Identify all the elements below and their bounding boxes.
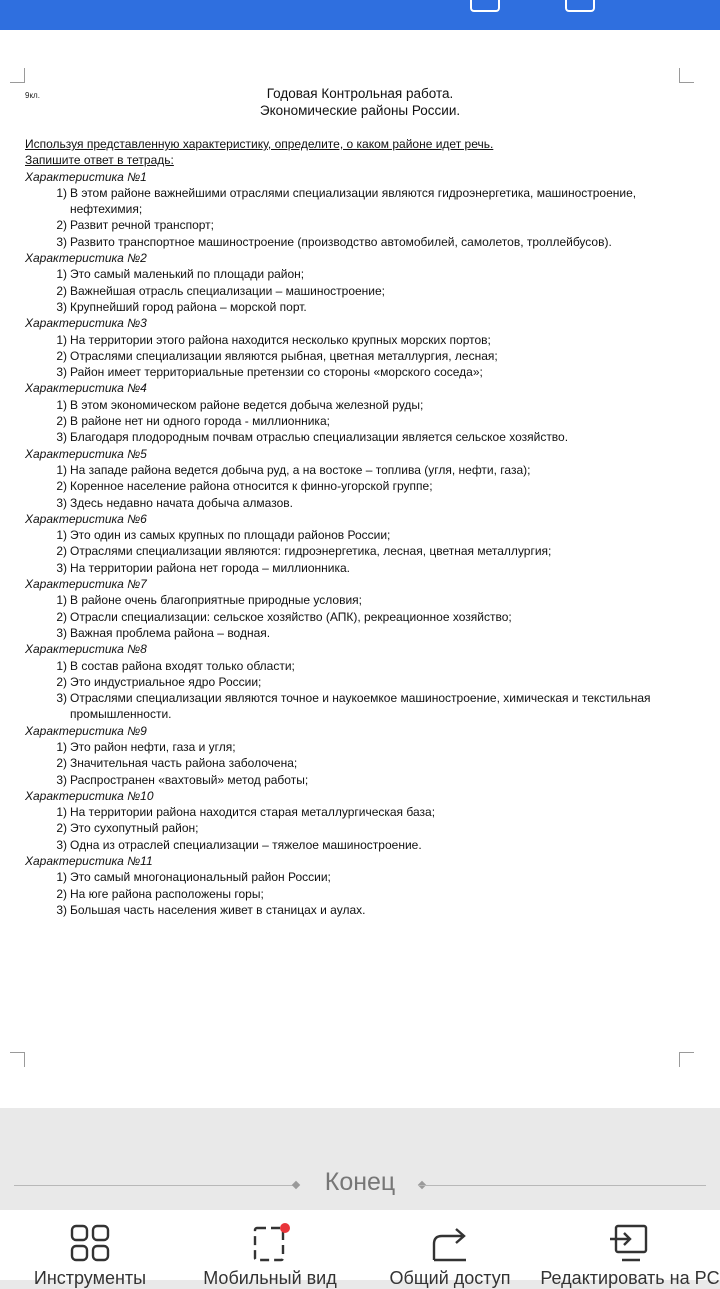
list-item (25, 674, 685, 690)
list-item-text: На территории района находится старая металлургическая база; (70, 805, 436, 820)
list-item (25, 332, 685, 348)
tools-button[interactable] (0, 1210, 180, 1288)
list-item-number: 2) (56, 609, 67, 624)
list-item-text: Одна из отраслей специализации – тяжелое машиностроение. (70, 837, 422, 852)
list-item-number: 2) (56, 283, 67, 298)
mobile-view-button[interactable] (180, 1210, 360, 1288)
list-item-text: На юге района расположены горы; (70, 886, 264, 901)
list-item-text: Это самый маленький по площади район; (70, 267, 305, 282)
list-item (25, 429, 685, 445)
list-item (25, 543, 685, 559)
list-item-number: 3) (56, 495, 67, 510)
list-item-number: 3) (56, 234, 67, 249)
document-title (0, 85, 720, 119)
list-item-number: 2) (56, 218, 67, 233)
list-item-number: 3) (56, 902, 67, 917)
list-item-number: 1) (56, 462, 67, 477)
tools-grid-icon (68, 1222, 112, 1264)
list-item-text: На западе района ведется добыча руд, а на востоке – топлива (угля, нефти, газа); (70, 462, 531, 477)
list-item-number: 2) (56, 479, 67, 494)
list-item (25, 869, 685, 885)
edit-on-pc-icon (608, 1222, 652, 1264)
characteristic-heading: Характеристика №1 (25, 169, 147, 184)
list-item-text: Отрасли специализации: сельское хозяйство (АПК), рекреационное хозяйство; (70, 609, 512, 624)
list-item-text: В этом районе важнейшими отраслями специализации являются гидроэнергетика, машиностроение, нефтехимия; (70, 185, 637, 217)
list-item (25, 364, 685, 380)
list-item-text: Важнейшая отрасль специализации – машиностроение; (70, 283, 386, 298)
characteristic-heading: Характеристика №10 (25, 788, 154, 803)
document-end-area (0, 1108, 720, 1210)
list-item-number: 1) (56, 593, 67, 608)
list-item-number: 3) (56, 299, 67, 314)
list-item-text: Район имеет территориальные претензии со стороны «морского соседа»; (70, 365, 483, 380)
list-item (25, 266, 685, 282)
list-item (25, 902, 685, 918)
list-item (25, 820, 685, 836)
divider (14, 1185, 296, 1186)
crop-mark (10, 68, 25, 83)
tab-label: Общий доступ (389, 1268, 511, 1288)
subtitle-line: Экономические районы России. (259, 103, 461, 118)
list-item-number: 2) (56, 674, 67, 689)
list-item-text: Это сухопутный район; (70, 821, 199, 836)
list-item-number: 1) (56, 528, 67, 543)
top-app-bar (0, 0, 720, 30)
list-item-number: 1) (56, 870, 67, 885)
list-item-text: Это район нефти, газа и угля; (70, 739, 236, 754)
list-item-text: Отраслями специализации являются точное и наукоемкое машиностроение, химическая и текстильная промышленности. (70, 691, 651, 722)
characteristic-heading: Характеристика №5 (25, 446, 147, 461)
list-item (25, 625, 685, 641)
list-item-number: 1) (56, 739, 67, 754)
list-item (25, 609, 685, 625)
list-item (25, 348, 685, 364)
characteristic-heading: Характеристика №4 (25, 381, 147, 396)
document-body (25, 136, 685, 918)
characteristic-heading: Характеристика №9 (25, 723, 147, 738)
characteristic-heading: Характеристика №6 (25, 511, 147, 526)
list-item-text: Крупнейший город района – морской порт. (70, 299, 307, 314)
characteristics-list (25, 169, 685, 919)
list-item-number: 1) (56, 805, 67, 820)
characteristic-heading: Характеристика №7 (25, 577, 147, 592)
list-item (25, 527, 685, 543)
title-line: Годовая Контрольная работа. (266, 86, 454, 101)
list-item (25, 755, 685, 771)
list-item (25, 185, 685, 218)
list-item (25, 592, 685, 608)
list-item (25, 560, 685, 576)
list-item-text: Это индустриальное ядро России; (70, 674, 262, 689)
list-item (25, 837, 685, 853)
list-item (25, 283, 685, 299)
list-item-text: Отраслями специализации являются: гидроэнергетика, лесная, цветная металлургия; (70, 544, 552, 559)
list-item (25, 690, 685, 723)
characteristic-heading: Характеристика №11 (25, 854, 153, 869)
list-item-number: 2) (56, 756, 67, 771)
list-item (25, 658, 685, 674)
list-item-text: Большая часть населения живет в станицах и аулах. (70, 902, 366, 917)
list-item-number: 2) (56, 414, 67, 429)
divider (418, 1185, 706, 1186)
end-label: Конец (324, 1168, 396, 1196)
list-item (25, 804, 685, 820)
list-item-number: 2) (56, 348, 67, 363)
list-item-text: В этом экономическом районе ведется добыча железной руды; (70, 397, 424, 412)
list-item (25, 234, 685, 250)
document-page (0, 30, 720, 1108)
list-item (25, 217, 685, 233)
list-item-number: 1) (56, 185, 67, 200)
list-item-number: 1) (56, 267, 67, 282)
toolbar-icon[interactable] (470, 0, 500, 12)
list-item-text: На территории района нет города – миллионника. (70, 560, 351, 575)
tab-label: Инструменты (33, 1268, 147, 1288)
toolbar-icon[interactable] (565, 0, 595, 12)
list-item-number: 3) (56, 430, 67, 445)
share-button[interactable] (360, 1210, 540, 1288)
list-item (25, 495, 685, 511)
tab-label: Редактировать на PC (540, 1268, 720, 1288)
list-item-text: Здесь недавно начата добыча алмазов. (70, 495, 293, 510)
share-icon (428, 1222, 472, 1264)
list-item-number: 3) (56, 365, 67, 380)
list-item-text: Значительная часть района заболочена; (70, 756, 298, 771)
list-item-text: Распространен «вахтовый» метод работы; (70, 772, 309, 787)
tab-label: Мобильный вид (203, 1268, 337, 1288)
list-item (25, 478, 685, 494)
list-item (25, 299, 685, 315)
list-item-number: 1) (56, 658, 67, 673)
list-item (25, 886, 685, 902)
instruction-line: Запишите ответ в тетрадь: (25, 153, 174, 168)
list-item-text: Коренное население района относится к финно-угорской группе; (70, 479, 433, 494)
list-item-text: Развито транспортное машиностроение (производство автомобилей, самолетов, троллейбусов). (70, 234, 612, 249)
list-item-number: 3) (56, 691, 67, 706)
list-item-text: На территории этого района находится несколько крупных морских портов; (70, 332, 491, 347)
list-item-text: Отраслями специализации являются рыбная, цветная металлургия, лесная; (70, 348, 498, 363)
edit-on-pc-button[interactable] (540, 1210, 720, 1288)
list-item-number: 3) (56, 625, 67, 640)
list-item-number: 1) (56, 332, 67, 347)
list-item-number: 2) (56, 886, 67, 901)
crop-mark (679, 68, 694, 83)
list-item-number: 3) (56, 772, 67, 787)
list-item-number: 3) (56, 560, 67, 575)
list-item-number: 2) (56, 544, 67, 559)
mobile-view-icon (248, 1222, 292, 1264)
list-item-text: Благодаря плодородным почвам отраслью специализации является сельское хозяйство. (70, 430, 569, 445)
list-item-number: 2) (56, 821, 67, 836)
list-item-text: В районе нет ни одного города - миллионника; (70, 414, 330, 429)
list-item (25, 397, 685, 413)
grade-label: 9кл. (25, 91, 40, 100)
bottom-toolbar (0, 1210, 720, 1288)
list-item-text: Это самый многонациональный район России; (70, 870, 331, 885)
list-item-text: Важная проблема района – водная. (70, 625, 271, 640)
list-item-text: В состав района входят только области; (70, 658, 295, 673)
characteristic-heading: Характеристика №2 (25, 251, 147, 266)
crop-mark (679, 1052, 694, 1067)
list-item-text: В районе очень благоприятные природные условия; (70, 593, 362, 608)
list-item (25, 772, 685, 788)
list-item (25, 462, 685, 478)
diamond-ornament (292, 1181, 300, 1189)
characteristic-heading: Характеристика №8 (25, 642, 147, 657)
crop-mark (10, 1052, 25, 1067)
instruction-line: Используя представленную характеристику, определите, о каком районе идет речь. (25, 137, 494, 151)
notification-badge (280, 1223, 290, 1233)
list-item-text: Это один из самых крупных по площади районов России; (70, 528, 391, 543)
characteristic-heading: Характеристика №3 (25, 316, 147, 331)
list-item (25, 739, 685, 755)
list-item-number: 3) (56, 837, 67, 852)
list-item-number: 1) (56, 397, 67, 412)
list-item-text: Развит речной транспорт; (70, 218, 214, 233)
list-item (25, 413, 685, 429)
